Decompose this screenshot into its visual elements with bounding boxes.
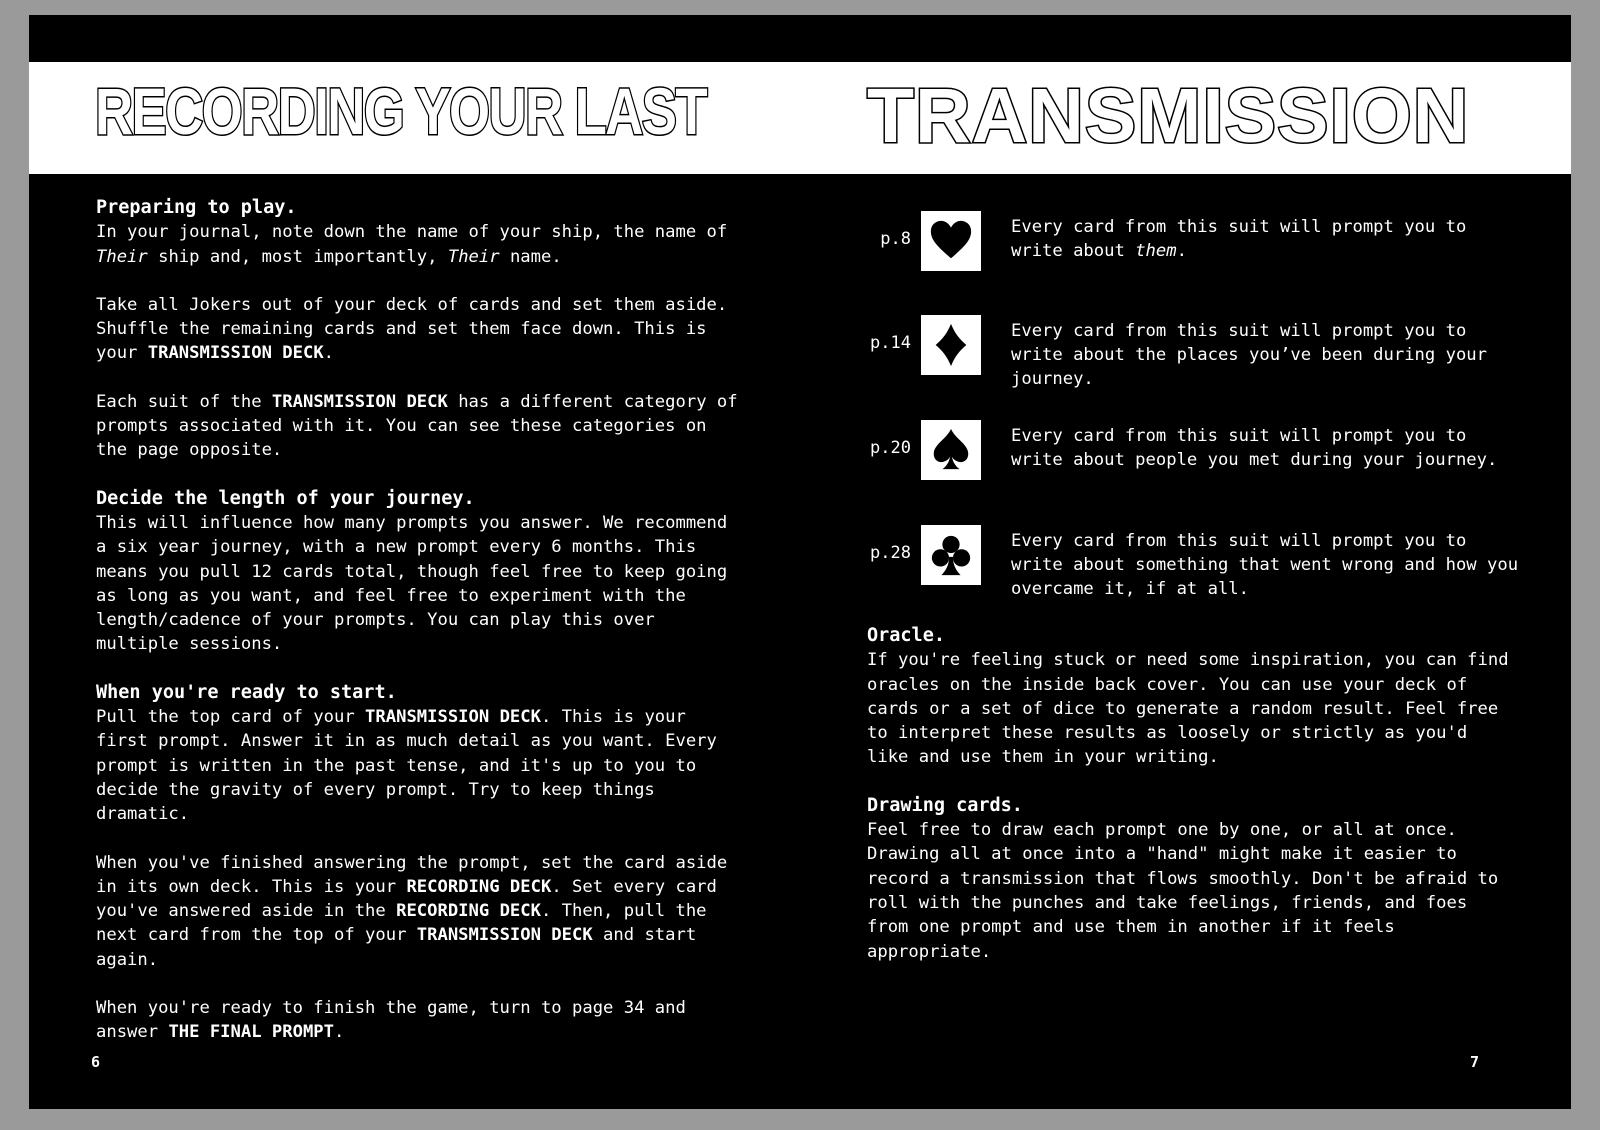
bold-term: TRANSMISSION DECK <box>147 343 324 364</box>
suit-description: Every card from this suit will prompt you to write about something that went wrong and how you overcame it, if at all. <box>1011 531 1519 599</box>
italic-term: Their <box>96 246 148 267</box>
suit-page-reference: p.20 <box>870 438 911 458</box>
booklet-spread <box>29 15 1571 1109</box>
bold-term: TRANSMISSION DECK <box>271 391 448 412</box>
suit-page-reference: p.14 <box>870 333 911 353</box>
suit-row <box>829 420 1529 482</box>
page-number-left: 6 <box>91 1053 101 1071</box>
bold-term: THE FINAL PROMPT <box>168 1022 335 1043</box>
title-band <box>29 62 1571 174</box>
diamond-icon <box>921 315 981 375</box>
suit-description: Every card from this suit will prompt you to write about people you met during your journey. <box>1011 426 1498 470</box>
section-heading: When you're ready to start. <box>96 681 397 703</box>
section-heading: Drawing cards. <box>867 794 1023 816</box>
italic-term: them <box>1135 241 1177 261</box>
paragraph: When you're ready to finish the game, turn to page 34 and answer THE FINAL PROMPT. <box>96 998 697 1043</box>
page-title-left: RECORDING YOUR LAST <box>95 74 707 148</box>
spade-icon <box>921 420 981 480</box>
suit-row <box>829 211 1529 273</box>
left-page-content <box>96 196 746 1069</box>
section-heading: Oracle. <box>867 625 945 646</box>
paragraph: This will influence how many prompts you answer. We recommend a six year journey, with a new prompt every 6 months. This means you pull 12 cards total, though feel free to keep going as long as you want, and feel free to experiment with the length/cadence of your prompts. You can play this over multiple sessions. <box>96 512 738 655</box>
section-heading: Preparing to play. <box>96 197 297 218</box>
heart-icon <box>921 211 981 271</box>
paragraph: Pull the top card of your TRANSMISSION DECK. This is your first prompt. Answer it in as much detail as you want. Every prompt is written in the past tense, and it's up to you to decide the gravity of every prompt. Try to keep things dramatic. <box>96 707 728 825</box>
bold-term: TRANSMISSION DECK <box>416 925 593 946</box>
paragraph: Each suit of the TRANSMISSION DECK has a different category of prompts associated with it. You can see these categories on the page opposite. <box>96 391 748 461</box>
suit-description: Every card from this suit will prompt you to write about the places you’ve been during your journey. <box>1011 321 1487 389</box>
suit-description: Every card from this suit will prompt you to write about them. <box>1011 217 1467 261</box>
bold-term: TRANSMISSION DECK <box>365 707 541 728</box>
bold-term: RECORDING DECK <box>406 876 552 897</box>
section-heading: Decide the length of your journey. <box>96 487 475 509</box>
page-title-right: TRANSMISSION <box>867 73 1470 159</box>
club-icon <box>921 525 981 585</box>
paragraph: Feel free to draw each prompt one by one, or all at once. Drawing all at once into a "hand" might make it easier to record a transmission that flows smoothly. Don't be afraid to roll with the punches and take feelings, friends, and foes from one prompt and use them in another if it feels appropriate. <box>867 820 1509 962</box>
suit-page-reference: p.28 <box>870 543 911 563</box>
paragraph: Take all Jokers out of your deck of cards and set them aside. Shuffle the remaining cards and set them face down. This is your TRANSMISSION DECK. <box>96 294 738 364</box>
bold-term: RECORDING DECK <box>396 901 541 922</box>
paragraph: If you're feeling stuck or need some inspiration, you can find oracles on the inside back cover. You can use your deck of cards or a set of dice to generate a random result. Feel free to interpret these results as loosely or strictly as you'd like and use them in your writing. <box>867 650 1519 768</box>
suit-row <box>829 525 1529 599</box>
paragraph: In your journal, note down the name of your ship, the name of Their ship and, most importantly, Their name. <box>96 222 738 267</box>
page-number-right: 7 <box>1470 1053 1480 1071</box>
right-page-content <box>867 624 1517 988</box>
paragraph: When you've finished answering the prompt, set the card aside in its own deck. This is your RECORDING DECK. Set every card you've answered aside in the RECORDING DECK. Then, pull the next card from the top of your TRANSMISSION DECK and start again. <box>96 852 738 970</box>
suit-page-reference: p.8 <box>880 229 911 249</box>
suit-row <box>829 315 1529 389</box>
italic-term: Their <box>447 246 500 267</box>
